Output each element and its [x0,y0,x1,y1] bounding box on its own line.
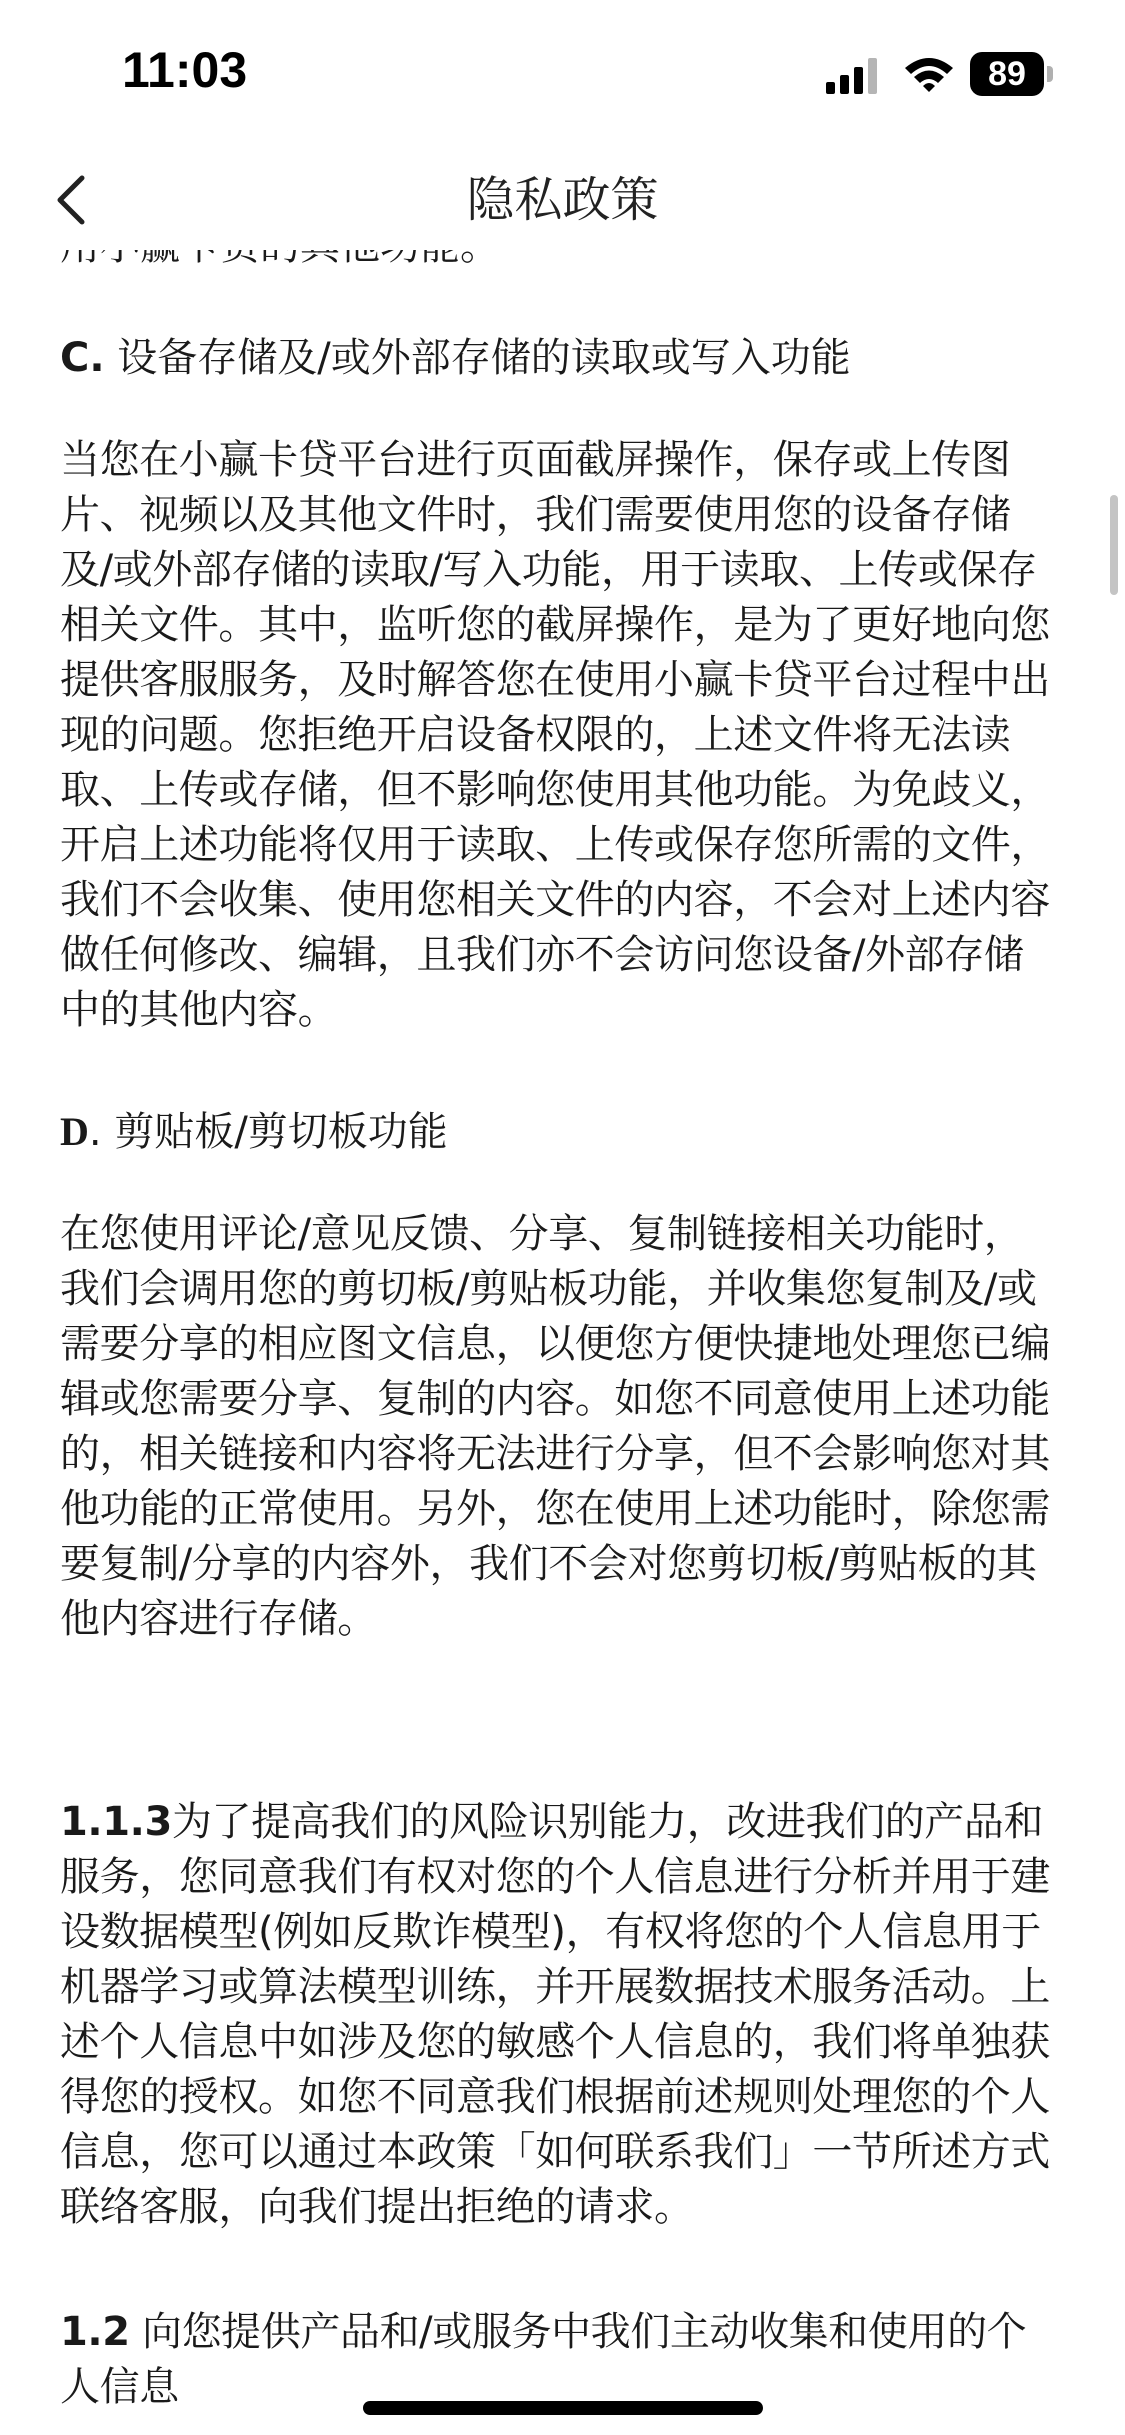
scrollbar[interactable] [1110,495,1118,595]
section-c-line: 我们不会收集、使用您相关文件的内容，不会对上述内容 [60,877,1050,923]
section-d-line: 我们会调用您的剪切板/剪贴板功能，并收集您复制及/或 [60,1266,1037,1312]
section-d-line: 的，相关链接和内容将无法进行分享，但不会影响您对其 [60,1431,1050,1477]
section-d-line: 要复制/分享的内容外，我们不会对您剪切板/剪贴板的其 [60,1541,1037,1587]
section-1-1-3-body [60,1795,1070,2235]
section-1-1-3-line: 服务，您同意我们有权对您的个人信息进行分析并用于建 [60,1854,1050,1900]
section-c-line: 当您在小赢卡贷平台进行页面截屏操作，保存或上传图 [60,437,1011,483]
section-1-1-3-line: 得您的授权。如您不同意我们根据前述规则处理您的个人 [60,2074,1050,2120]
section-1-1-3-first-text: 为了提高我们的风险识别能力，改进我们的产品和 [171,1799,1044,1845]
section-1-1-3-number: 1.1.3 [60,1799,172,1845]
section-c-line: 取、上传或存储，但不影响您使用其他功能。为免歧义， [60,767,1050,813]
wifi-icon [903,54,955,94]
section-1-1-3-first-line [60,1795,1070,1850]
policy-content[interactable] [0,250,1125,2435]
section-c-heading [60,331,851,386]
section-c-line: 片、视频以及其他文件时，我们需要使用您的设备存储 [60,492,1011,538]
section-1-2-line: 人信息 [60,2364,179,2410]
section-1-2-first-line [60,2305,1070,2360]
section-1-1-3-line: 机器学习或算法模型训练，并开展数据技术服务活动。上 [60,1964,1050,2010]
section-d-line: 在您使用评论/意见反馈、分享、复制链接相关功能时， [60,1211,1024,1257]
battery-indicator [970,52,1054,96]
battery-cap [1047,66,1053,82]
section-1-1-3-line: 述个人信息中如涉及您的敏感个人信息的，我们将单独获 [60,2019,1050,2065]
nav-bar [0,150,1125,250]
section-c-title: 设备存储及/或外部存储的读取或写入功能 [117,335,851,381]
section-c-letter: C. [60,335,105,381]
section-d-line: 他内容进行存储。 [60,1596,377,1642]
section-1-1-3-line: 联络客服，向我们提出拒绝的请求。 [60,2184,694,2230]
status-bar [0,0,1125,150]
section-d-body [60,1207,1070,1647]
section-d-line: 需要分享的相应图文信息，以便您方便快捷地处理您已编 [60,1321,1050,1367]
section-1-2-number: 1.2 [60,2309,130,2355]
section-c-line: 开启上述功能将仅用于读取、上传或保存您所需的文件， [60,822,1050,868]
section-d-letter: D [60,1109,89,1154]
cellular-signal-icon [826,56,882,96]
section-c-line: 及/或外部存储的读取/写入功能，用于读取、上传或保存 [60,547,1037,593]
section-c-line: 提供客服服务，及时解答您在使用小赢卡贷平台过程中出 [60,657,1050,703]
section-1-2-first-text: 向您提供产品和/或服务中我们主动收集和使用的个 [129,2309,1027,2355]
section-d-heading [60,1104,448,1160]
section-d-line: 辑或您需要分享、复制的内容。如您不同意使用上述功能 [60,1376,1050,1422]
status-time: 11:03 [122,42,248,98]
page-title: 隐私政策 [466,172,659,228]
battery-level: 89 [988,55,1026,93]
section-c-line: 现的问题。您拒绝开启设备权限的，上述文件将无法读 [60,712,1011,758]
section-c-body [60,433,1070,1038]
section-1-1-3-line: 设数据模型(例如反欺诈模型)，有权将您的个人信息用于 [60,1909,1041,1955]
section-1-2-body [60,2305,1070,2415]
section-d-title: . 剪贴板/剪切板功能 [88,1109,448,1155]
section-c-line: 相关文件。其中，监听您的截屏操作，是为了更好地向您 [60,602,1050,648]
section-1-1-3-line: 信息，您可以通过本政策「如何联系我们」一节所述方式 [60,2129,1050,2175]
section-c-line: 中的其他内容。 [60,987,338,1033]
section-c-line: 做任何修改、编辑，且我们亦不会访问您设备/外部存储 [60,932,1024,978]
home-indicator[interactable] [363,2401,763,2415]
section-d-line: 他功能的正常使用。另外，您在使用上述功能时，除您需 [60,1486,1050,1532]
